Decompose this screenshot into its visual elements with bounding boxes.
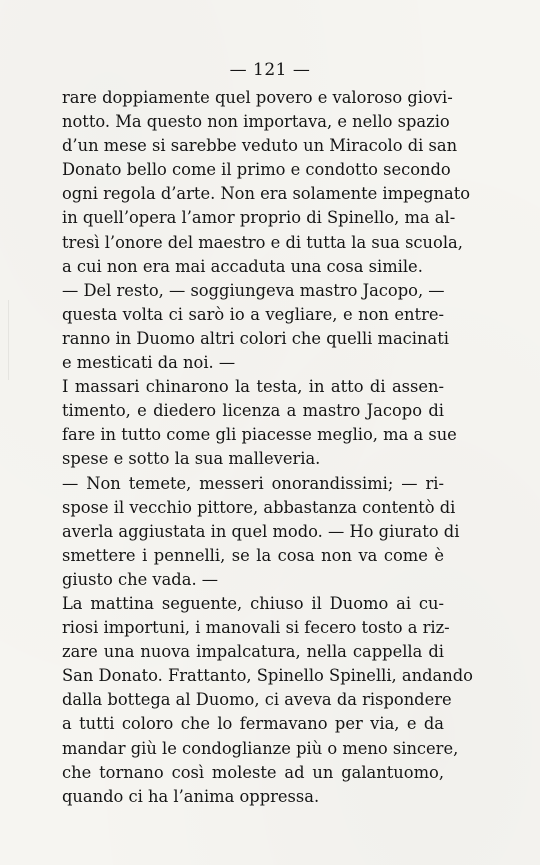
text-line: in quell’opera l’amor proprio di Spinello, ma al- <box>62 208 456 228</box>
text-line: San Donato. Frattanto, Spinello Spinelli, andando <box>62 666 473 686</box>
text-line: riosi importuni, i manovali si fecero tosto a riz- <box>62 618 450 638</box>
text-line: a cui non era mai accaduta una cosa simile. <box>62 256 423 276</box>
text-line: quando ci ha l’anima oppressa. <box>62 786 320 806</box>
text-line: che tornano così moleste ad un galantuomo, <box>62 762 444 782</box>
text-line: averla aggiustata in quel modo. — Ho giurato di <box>62 521 460 541</box>
text-line: notto. Ma questo non importava, e nello spazio <box>62 112 450 132</box>
text-line: questa volta ci sarò io a vegliare, e non entre- <box>62 304 444 324</box>
scan-shadow <box>8 300 9 380</box>
text-line: spese e sotto la sua malleveria. <box>62 449 321 469</box>
body-text <box>62 86 473 809</box>
text-line: giusto che vada. — <box>62 569 219 589</box>
text-line: fare in tutto come gli piacesse meglio, ma a sue <box>62 425 457 445</box>
text-line: I massari chinarono la testa, in atto di assen- <box>62 377 444 397</box>
text-line: mandar giù le condoglianze più o meno sincere, <box>62 738 459 758</box>
text-line: — Del resto, — soggiungeva mastro Jacopo, — <box>62 280 445 300</box>
text-line: — Non temete, messeri onorandissimi; — ri- <box>62 473 444 493</box>
text-line: smettere i pennelli, se la cosa non va come è <box>62 545 444 565</box>
text-line: La mattina seguente, chiuso il Duomo ai cu- <box>62 593 444 613</box>
text-line: dalla bottega al Duomo, ci aveva da rispondere <box>62 690 452 710</box>
text-line: spose il vecchio pittore, abbastanza contentò di <box>62 497 456 517</box>
text-line: ranno in Duomo altri colori che quelli macinati <box>62 328 449 348</box>
text-line: ogni regola d’arte. Non era solamente impegnato <box>62 184 471 204</box>
page-number: — 121 — <box>229 60 311 80</box>
text-line: tresì l’onore del maestro e di tutta la sua scuola, <box>62 232 463 252</box>
text-line: Donato bello come il primo e condotto secondo <box>62 160 451 180</box>
text-line: e mesticati da noi. — <box>62 353 236 373</box>
text-line: zare una nuova impalcatura, nella cappella di <box>62 642 444 662</box>
text-line: a tutti coloro che lo fermavano per via, e da <box>62 714 444 734</box>
text-line: d’un mese si sarebbe veduto un Miracolo di san <box>62 136 458 156</box>
text-line: rare doppiamente quel povero e valoroso giovi- <box>62 88 453 107</box>
text-line: timento, e diedero licenza a mastro Jacopo di <box>62 401 444 421</box>
